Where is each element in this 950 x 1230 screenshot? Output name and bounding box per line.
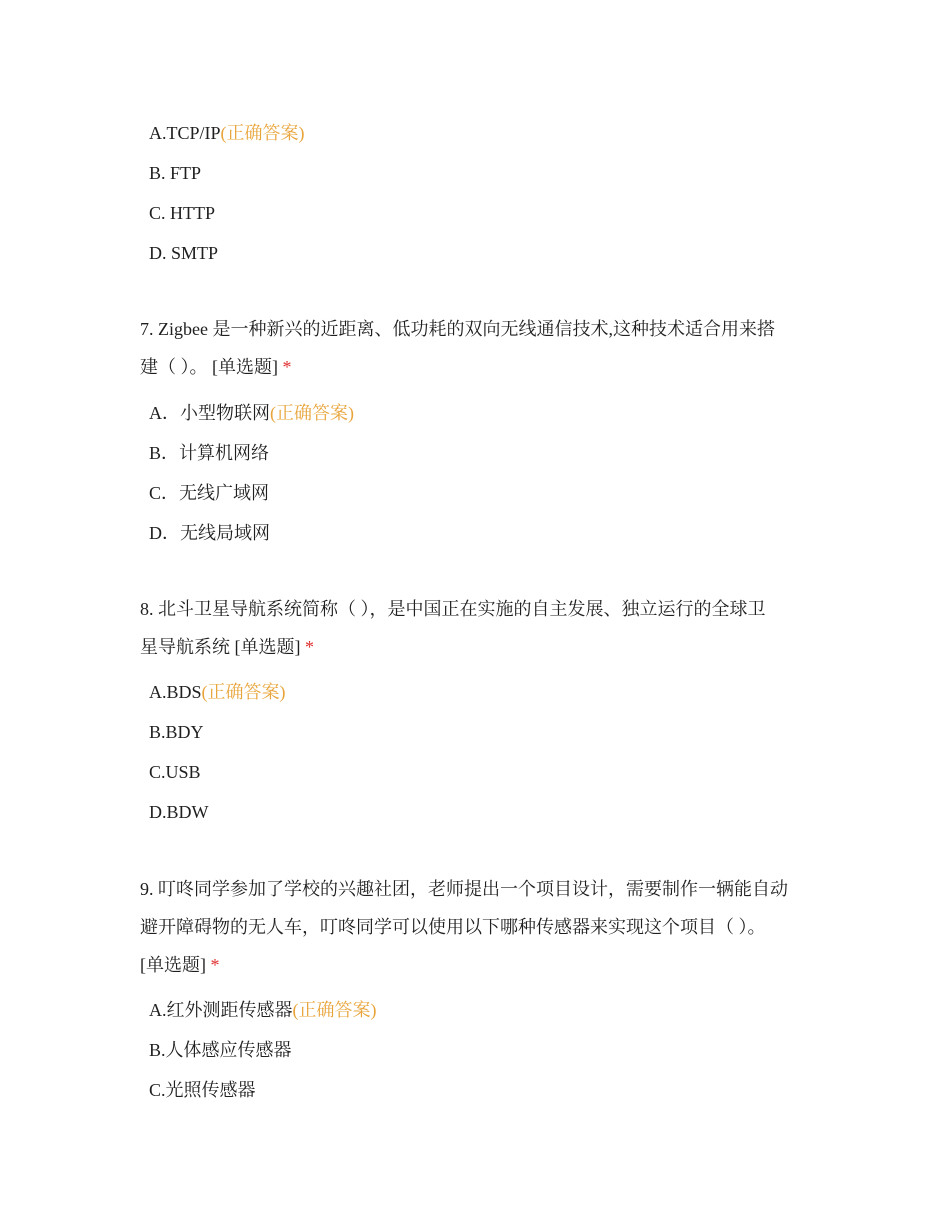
q8-option-d[interactable] (149, 800, 286, 824)
q8-option-d-label: D.BDW (149, 802, 209, 822)
q8-option-b-label: B.BDY (149, 722, 204, 742)
q6-option-c-label: C. HTTP (149, 203, 216, 223)
q9-title-line1: 9. 叮咚同学参加了学校的兴趣社团，老师提出一个项目设计，需要制作一辆能自动 (140, 879, 788, 899)
q7-title (140, 310, 820, 386)
q6-option-a-label: A.TCP/IP (149, 123, 221, 143)
q9-title (140, 870, 820, 984)
q7-option-c[interactable] (149, 481, 354, 505)
q6-options (149, 121, 305, 281)
q9-option-b-label: B.人体感应传感器 (149, 1040, 292, 1060)
q9-options (149, 998, 377, 1118)
q7-required-star: * (282, 357, 292, 377)
q7-title-line2-text: 建（ ）。 [单选题] (140, 357, 278, 377)
q7-option-d[interactable] (149, 521, 354, 545)
q6-option-b-label: B. FTP (149, 163, 202, 183)
q6-option-c[interactable] (149, 201, 305, 225)
q9-option-a[interactable] (149, 998, 377, 1022)
q9-required-star: * (210, 955, 220, 975)
q6-option-b[interactable] (149, 161, 305, 185)
q8-option-c-label: C.USB (149, 762, 201, 782)
q8-title-line2-text: 星导航系统 [单选题] (140, 637, 301, 657)
q7-title-line2 (140, 348, 820, 386)
q7-option-b-label: B．计算机网络 (149, 443, 270, 463)
q8-option-a-label: A.BDS (149, 682, 202, 702)
q7-option-a-label: A．小型物联网 (149, 403, 270, 423)
q6-correct-answer-mark: (正确答案) (220, 123, 305, 143)
q8-title-line1: 8. 北斗卫星导航系统简称（ ），是中国正在实施的自主发展、独立运行的全球卫 (140, 599, 766, 619)
q8-option-c[interactable] (149, 760, 286, 784)
q7-option-a[interactable] (149, 401, 354, 425)
q9-option-c[interactable] (149, 1078, 377, 1102)
q7-options (149, 401, 354, 561)
q8-required-star: * (305, 637, 314, 657)
q9-correct-answer-mark: (正确答案) (292, 1000, 377, 1020)
q9-option-c-label: C.光照传感器 (149, 1080, 256, 1100)
q9-title-line3 (140, 946, 820, 984)
q7-option-c-label: C．无线广域网 (149, 483, 270, 503)
q8-option-b[interactable] (149, 720, 286, 744)
q9-title-line2: 避开障碍物的无人车，叮咚同学可以使用以下哪种传感器来实现这个项目（ ）。 (140, 917, 766, 937)
q7-option-b[interactable] (149, 441, 354, 465)
q6-option-d-label: D. SMTP (149, 243, 219, 263)
q7-title-line1: 7. Zigbee 是一种新兴的近距离、低功耗的双向无线通信技术,这种技术适合用来搭 (140, 319, 775, 339)
q9-option-a-label: A.红外测距传感器 (149, 1000, 293, 1020)
q8-correct-answer-mark: (正确答案) (201, 682, 286, 702)
q8-option-a[interactable] (149, 680, 286, 704)
q9-title-line3-text: [单选题] (140, 955, 206, 975)
q6-option-a[interactable] (149, 121, 305, 145)
q8-options (149, 680, 286, 840)
q8-title (140, 590, 820, 666)
q7-correct-answer-mark: (正确答案) (270, 403, 354, 423)
q9-option-b[interactable] (149, 1038, 377, 1062)
q6-option-d[interactable] (149, 241, 305, 265)
q7-option-d-label: D．无线局域网 (149, 523, 270, 543)
q8-title-line2 (140, 628, 820, 666)
